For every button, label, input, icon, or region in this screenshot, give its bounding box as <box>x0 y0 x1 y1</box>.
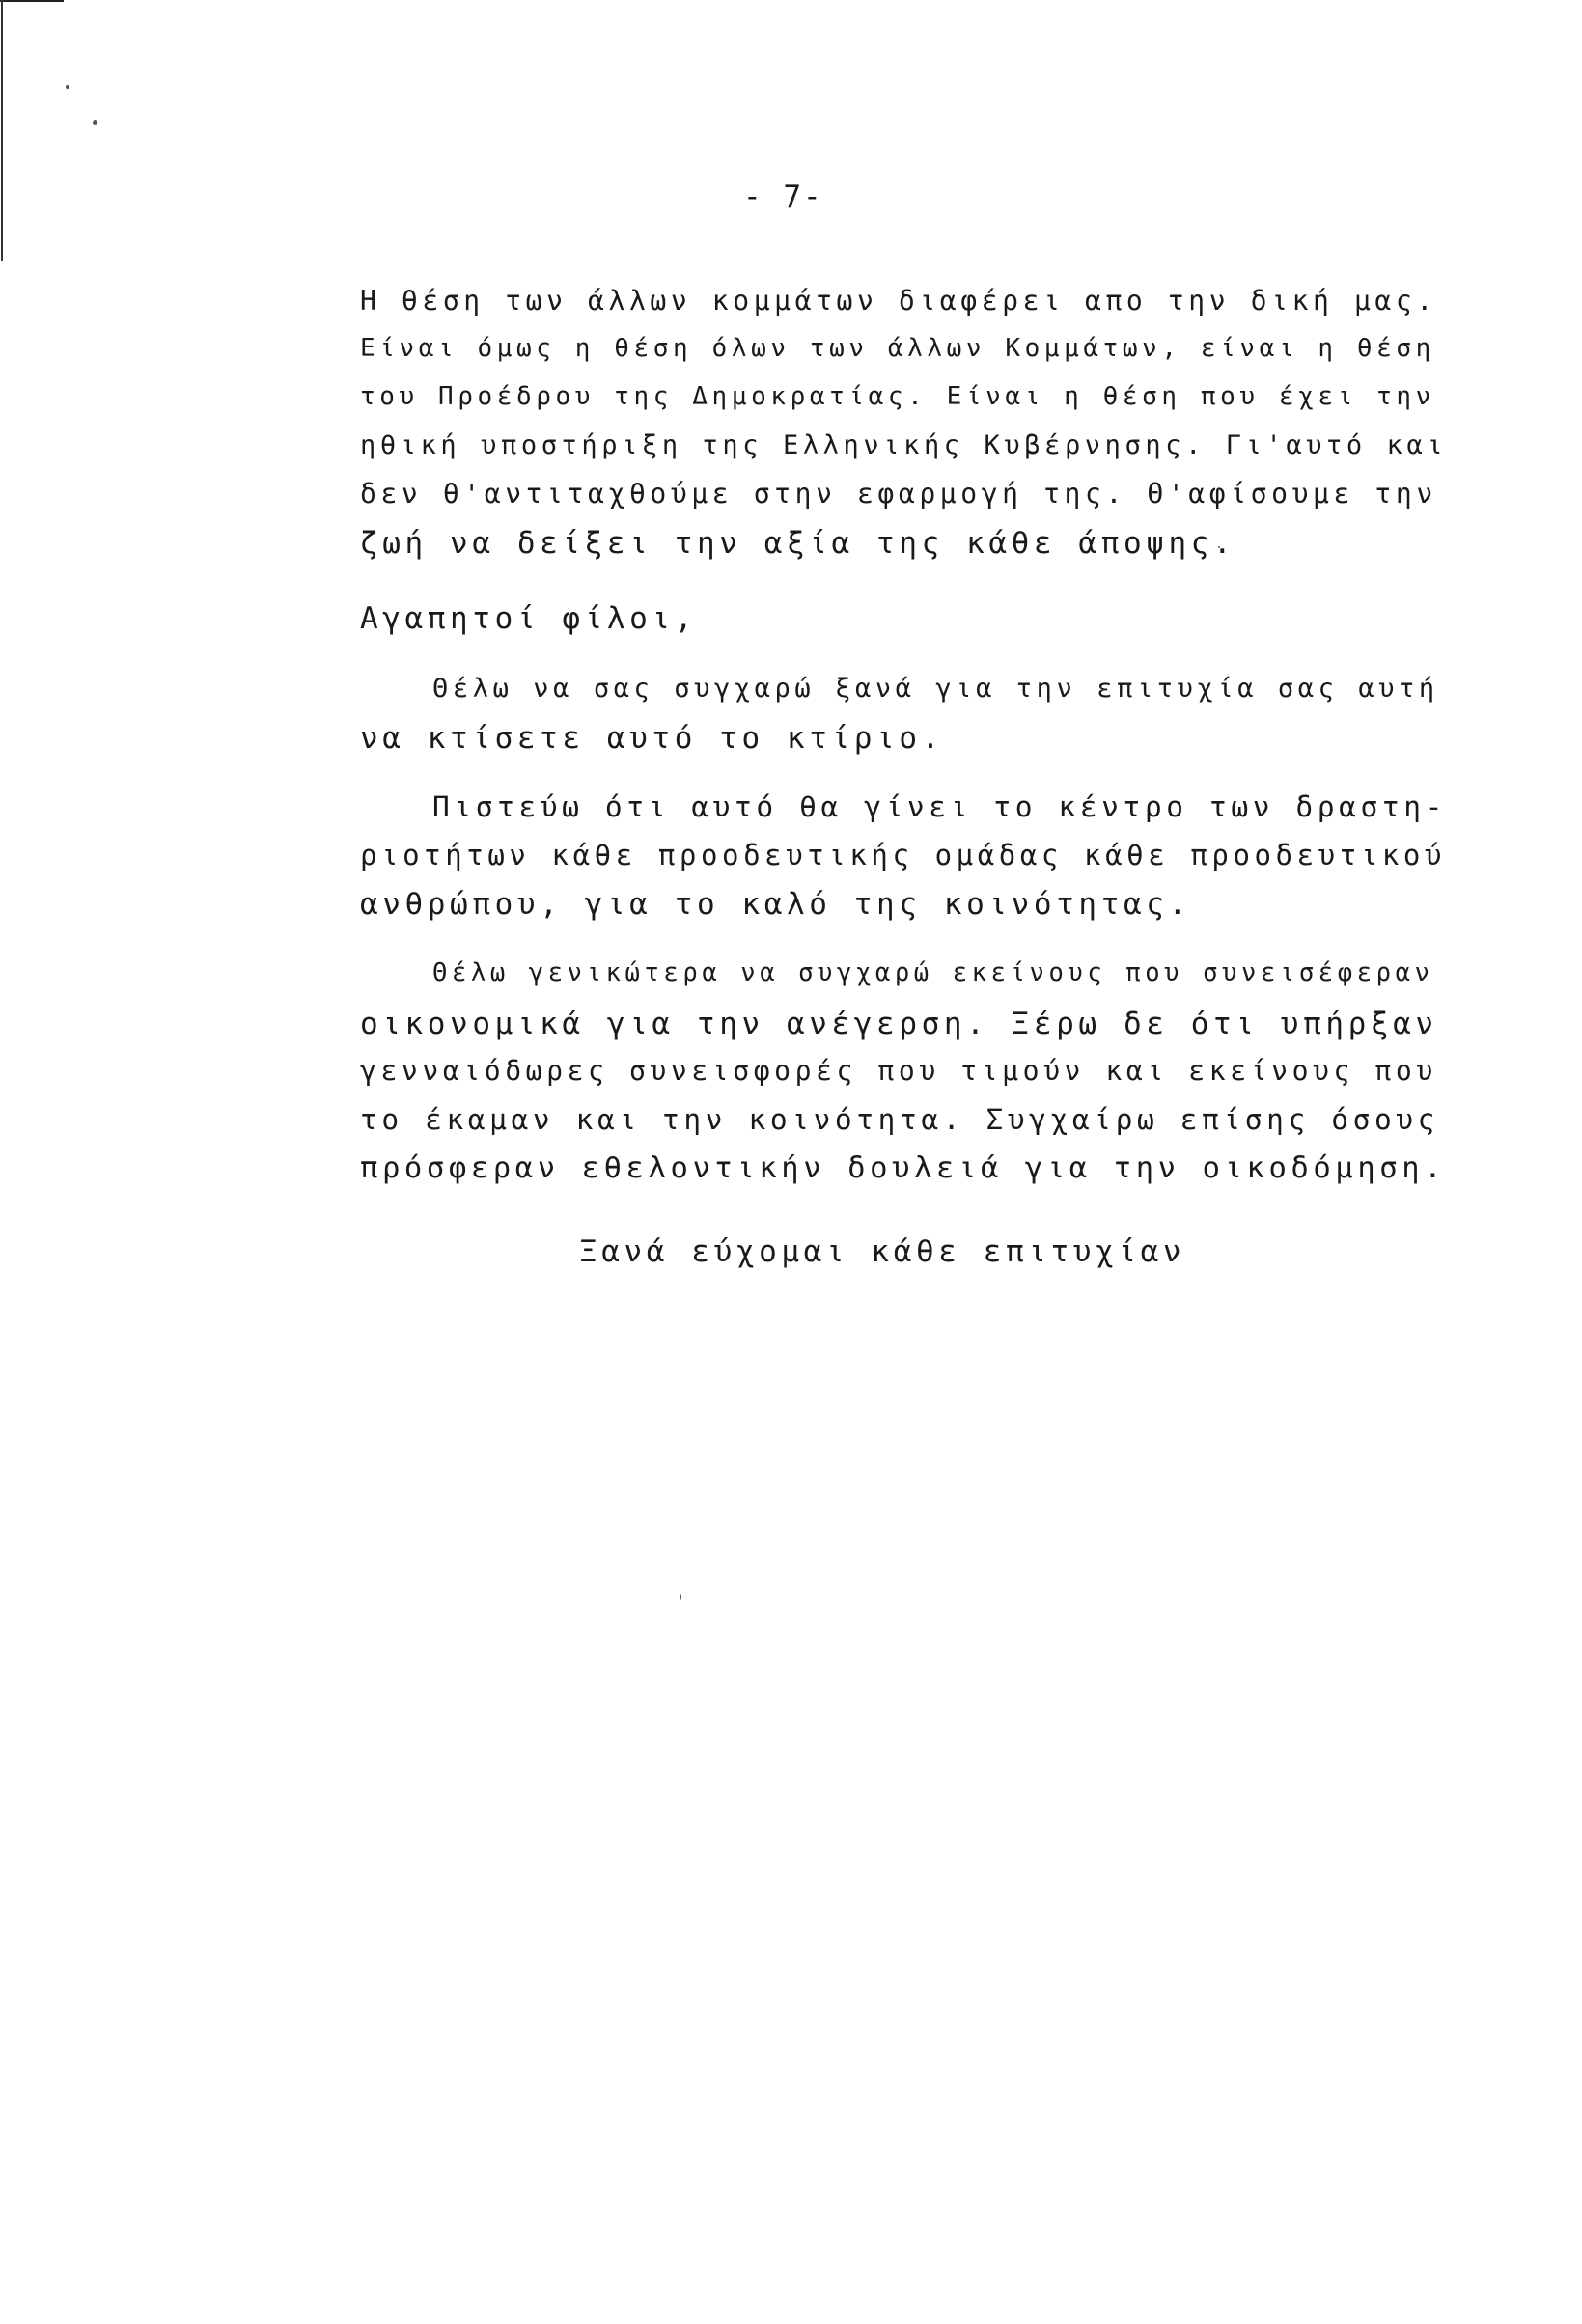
text-line: Πιστεύω ότι αυτό θα γίνει το κέντρο των δραστη- <box>432 790 1447 823</box>
text-line: δεν θ'αντιταχθούμε στην εφαρμογή της. Θ'αφίσουμε την <box>360 478 1437 510</box>
salutation: Αγαπητοί φίλοι, <box>360 601 697 636</box>
text-line: πρόσφεραν εθελοντικήν δουλειά για την οικοδόμηση. <box>360 1151 1447 1185</box>
text-line: Η θέση των άλλων κομμάτων διαφέρει απο την δική μας. <box>360 285 1437 317</box>
scan-edge-top <box>0 0 64 2</box>
scan-speck <box>66 85 69 89</box>
scan-speck <box>93 120 97 125</box>
text-line: Θέλω να σας συγχαρώ ξανά για την επιτυχία σας αυτή <box>432 674 1439 704</box>
scan-speck <box>680 1594 681 1600</box>
scan-edge-left <box>1 0 3 261</box>
text-line: το έκαμαν και την κοινότητα. Συγχαίρω επίσης όσους <box>360 1103 1440 1136</box>
page-number: - 7- <box>743 180 823 214</box>
text-line: ζωή να δείξει την αξία της κάθε άποψης. <box>360 526 1236 561</box>
text-line: του Προέδρου της Δημοκρατίας. Είναι η θέση που έχει την <box>360 382 1435 411</box>
text-line: ριοτήτων κάθε προοδευτικής ομάδας κάθε προοδευτικού <box>360 839 1447 872</box>
text-line: οικονομικά για την ανέγερση. Ξέρω δε ότι υπήρξαν <box>360 1007 1438 1041</box>
text-line: ανθρώπου, για το καλό της κοινότητας. <box>360 887 1191 922</box>
text-line: γενναιόδωρες συνεισφορές που τιμούν και εκείνους που <box>360 1055 1437 1087</box>
closing-line: Ξανά εύχομαι κάθε επιτυχίαν <box>579 1234 1186 1269</box>
text-line: να κτίσετε αυτό το κτίριο. <box>360 721 944 756</box>
text-line: Είναι όμως η θέση όλων των άλλων Κομμάτων, είναι η θέση <box>360 334 1435 363</box>
text-line: Θέλω γενικώτερα να συγχαρώ εκείνους που συνεισέφεραν <box>432 958 1434 987</box>
text-line: ηθική υποστήριξη της Ελληνικής Κυβέρνησης. Γι'αυτό και <box>360 430 1448 460</box>
